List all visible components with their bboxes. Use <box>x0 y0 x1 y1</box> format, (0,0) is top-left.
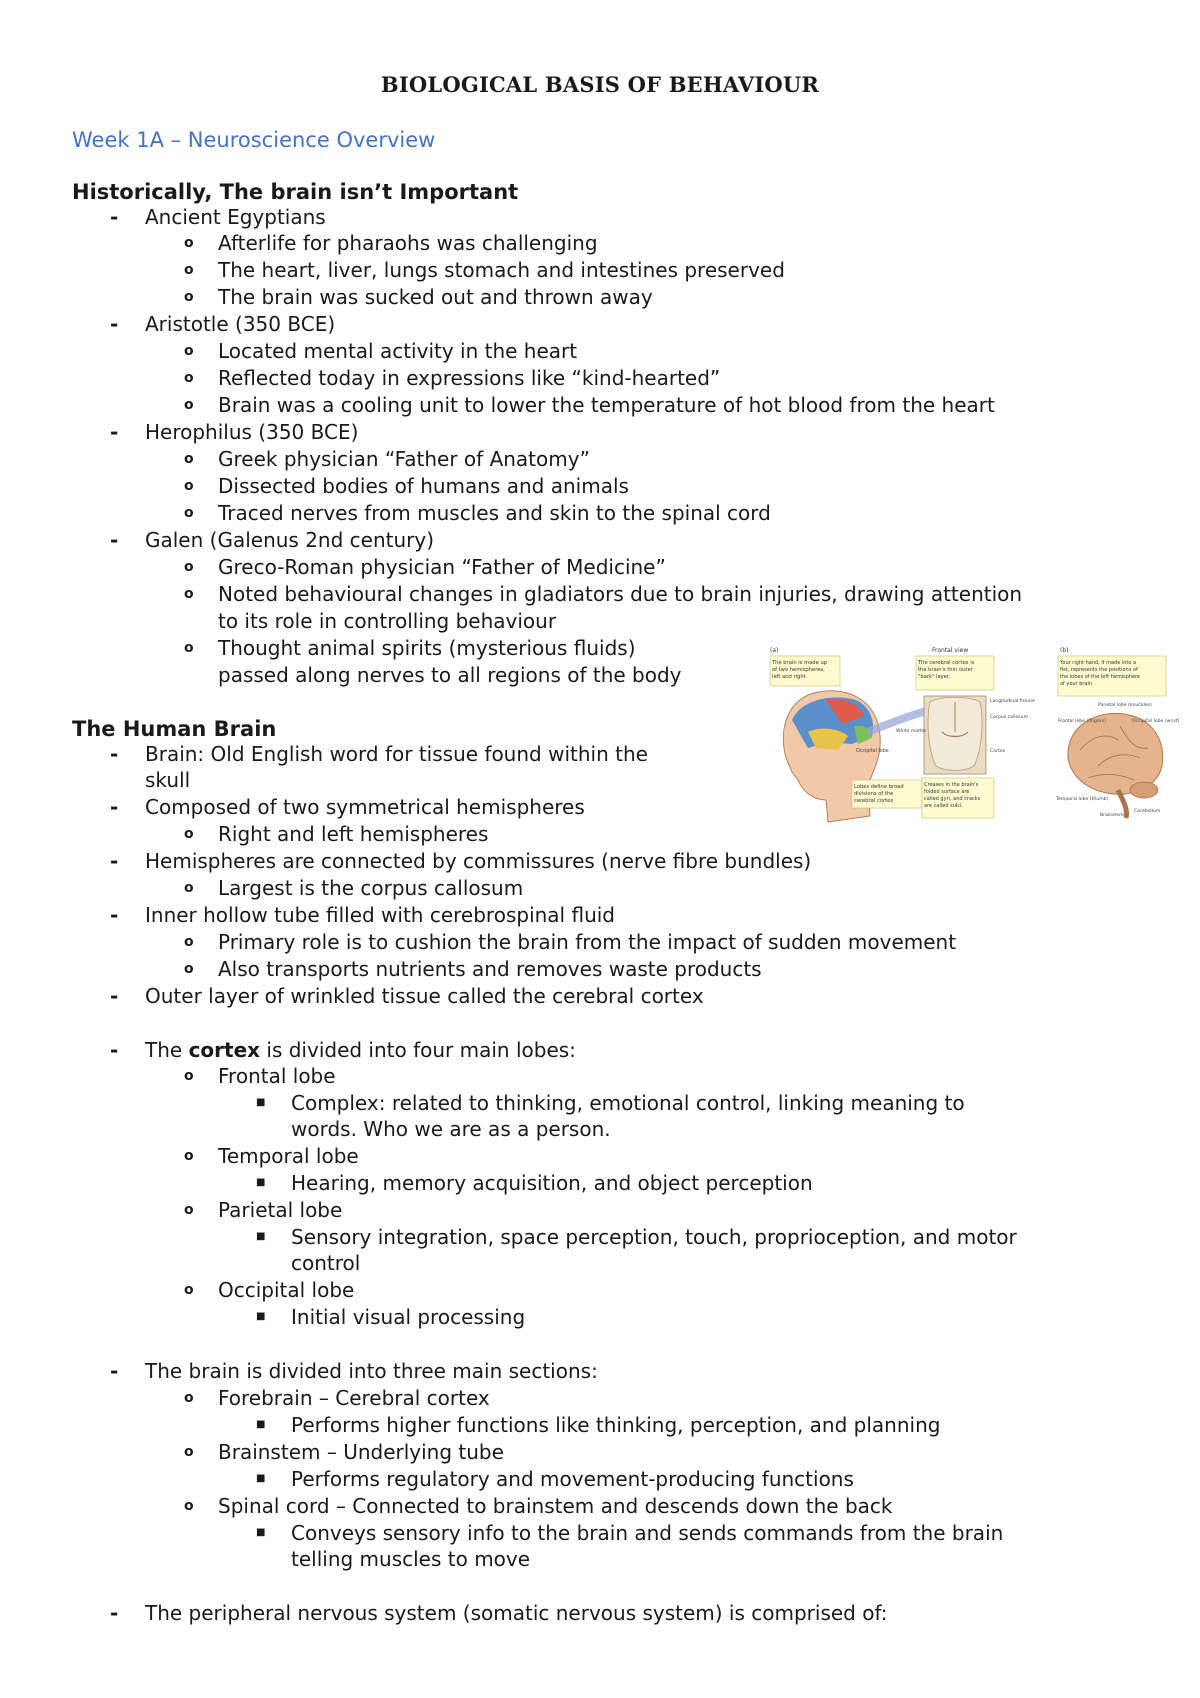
sub-item: Traced nerves from muscles and skin to the spinal cord <box>218 501 771 525</box>
list-item-brain-word: Brain: Old English word for tissue found within the <box>145 742 648 766</box>
caption-folds-line: called gyri, and cracks <box>924 796 981 802</box>
caption-hemispheres-line: The brain is made up <box>772 660 828 666</box>
cortex-bold: cortex <box>188 1038 261 1062</box>
dash-bullet: - <box>110 1601 119 1625</box>
caption-hemispheres-line: left and right <box>772 674 806 680</box>
circle-bullet: o <box>184 1498 194 1514</box>
sub-item-brainstem: Brainstem – Underlying tube <box>218 1440 504 1464</box>
list-item-pns: The peripheral nervous system (somatic nervous system) is comprised of: <box>145 1601 888 1625</box>
caption-cortex-line: The cerebral cortex is <box>918 660 975 666</box>
circle-bullet: o <box>184 1390 194 1406</box>
sub-item: Largest is the corpus callosum <box>218 876 524 900</box>
list-item-aristotle: Aristotle (350 BCE) <box>145 312 336 336</box>
sub-item-frontal: Frontal lobe <box>218 1064 336 1088</box>
sub-item: Right and left hemispheres <box>218 822 489 846</box>
document-title: BIOLOGICAL BASIS OF BEHAVIOUR <box>380 72 820 97</box>
circle-bullet: o <box>184 1148 194 1164</box>
caption-folds-line: folded surface are <box>924 789 970 795</box>
detail-item: Performs higher functions like thinking, perception, and planning <box>291 1413 941 1437</box>
detail-item-continuation: control <box>291 1251 361 1275</box>
caption-fist-line: Your right hand, if made into a <box>1060 660 1137 666</box>
label-cortex: Cortex <box>990 749 1006 754</box>
dash-bullet: - <box>110 420 119 444</box>
sub-item-spinal-cord: Spinal cord – Connected to brainstem and descends down the back <box>218 1494 893 1518</box>
sub-item: Located mental activity in the heart <box>218 339 578 363</box>
sub-item: Dissected bodies of humans and animals <box>218 474 629 498</box>
circle-bullet: o <box>184 289 194 305</box>
sub-item: Reflected today in expressions like “kind-hearted” <box>218 366 721 390</box>
sub-item: The brain was sucked out and thrown away <box>218 285 653 309</box>
sub-item-continuation: passed along nerves to all regions of the body <box>218 663 682 687</box>
sub-item: The heart, liver, lungs stomach and intestines preserved <box>218 258 785 282</box>
circle-bullet: o <box>184 451 194 467</box>
sub-item: Brain was a cooling unit to lower the temperature of hot blood from the heart <box>218 393 995 417</box>
label-corpus-callosum: Corpus callosum <box>990 715 1029 720</box>
list-item-sections: The brain is divided into three main sections: <box>145 1359 598 1383</box>
sub-item: Primary role is to cushion the brain from the impact of sudden movement <box>218 930 957 954</box>
list-item-galen: Galen (Galenus 2nd century) <box>145 528 435 552</box>
list-item-tube: Inner hollow tube filled with cerebrospinal fluid <box>145 903 615 927</box>
square-bullet: ■ <box>256 1527 266 1538</box>
label-frontal-lobe: Frontal lobe (fingers) <box>1058 719 1106 724</box>
dash-bullet: - <box>110 205 119 229</box>
list-item-continuation: skull <box>145 768 191 792</box>
sub-item-parietal: Parietal lobe <box>218 1198 343 1222</box>
circle-bullet: o <box>184 586 194 602</box>
circle-bullet: o <box>184 505 194 521</box>
square-bullet: ■ <box>256 1231 266 1242</box>
sub-item: Noted behavioural changes in gladiators due to brain injuries, drawing attention <box>218 582 1023 606</box>
sub-item: Also transports nutrients and removes waste products <box>218 957 762 981</box>
label-parietal-lobe: Parietal lobe (knuckles) <box>1098 703 1152 708</box>
circle-bullet: o <box>184 1202 194 1218</box>
section-heading-human-brain: The Human Brain <box>72 717 277 741</box>
label-occipital: Occipital lobe <box>856 749 889 754</box>
label-cerebellum: Cerebellum <box>1134 809 1161 814</box>
square-bullet: ■ <box>256 1177 266 1188</box>
cerebellum-shape <box>1130 782 1158 798</box>
label-brainstem: Brainstem <box>1100 813 1124 818</box>
detail-item: Hearing, memory acquisition, and object perception <box>291 1171 813 1195</box>
list-item-commissures: Hemispheres are connected by commissures (nerve fibre bundles) <box>145 849 812 873</box>
circle-bullet: o <box>184 559 194 575</box>
circle-bullet: o <box>184 880 194 896</box>
square-bullet: ■ <box>256 1419 266 1430</box>
sub-item-continuation: to its role in controlling behaviour <box>218 609 557 633</box>
square-bullet: ■ <box>256 1473 266 1484</box>
circle-bullet: o <box>184 397 194 413</box>
panel-b-label: (b) <box>1060 647 1069 654</box>
frontal-view-label: Frontal view <box>932 647 969 654</box>
dash-bullet: - <box>110 742 119 766</box>
caption-cortex-line: "bark" layer. <box>918 674 951 680</box>
dash-bullet: - <box>110 1359 119 1383</box>
list-item-herophilus: Herophilus (350 BCE) <box>145 420 359 444</box>
circle-bullet: o <box>184 640 194 656</box>
caption-folds-line: Creases in the brain's <box>924 782 979 788</box>
detail-item: Initial visual processing <box>291 1305 526 1329</box>
circle-bullet: o <box>184 235 194 251</box>
detail-item-continuation: words. Who we are as a person. <box>291 1117 611 1141</box>
section-heading-history: Historically, The brain isn’t Important <box>72 180 519 204</box>
detail-item: Conveys sensory info to the brain and sends commands from the brain <box>291 1521 1004 1545</box>
sub-item-temporal: Temporal lobe <box>218 1144 359 1168</box>
circle-bullet: o <box>184 478 194 494</box>
circle-bullet: o <box>184 1444 194 1460</box>
list-item-egyptians: Ancient Egyptians <box>145 205 326 229</box>
cortex-text-pre: The <box>145 1038 189 1062</box>
caption-folds-line: are called sulci. <box>924 803 963 809</box>
detail-item: Complex: related to thinking, emotional control, linking meaning to <box>291 1091 965 1115</box>
circle-bullet: o <box>184 262 194 278</box>
caption-fist-line: the lobes of the left hemisphere <box>1060 674 1141 680</box>
dash-bullet: - <box>110 984 119 1008</box>
dash-bullet: - <box>110 849 119 873</box>
sub-item: Afterlife for pharaohs was challenging <box>218 231 598 255</box>
label-temporal-lobe: Temporal lobe (thumb) <box>1056 797 1109 802</box>
caption-fist-line: fist, represents the positions of <box>1060 667 1138 673</box>
panel-a-label: (a) <box>770 647 779 654</box>
caption-lobes-line: Lobes define broad <box>854 784 904 790</box>
detail-item: Performs regulatory and movement-producing functions <box>291 1467 854 1491</box>
circle-bullet: o <box>184 1282 194 1298</box>
dash-bullet: - <box>110 312 119 336</box>
week-heading: Week 1A – Neuroscience Overview <box>72 128 436 152</box>
dash-bullet: - <box>110 903 119 927</box>
list-item-outer-layer: Outer layer of wrinkled tissue called the cerebral cortex <box>145 984 704 1008</box>
sub-item-forebrain: Forebrain – Cerebral cortex <box>218 1386 490 1410</box>
label-white-matter: White matter <box>896 729 927 734</box>
caption-hemispheres-line: of two hemispheres, <box>772 667 825 673</box>
brain-anatomy-figure <box>768 640 1180 828</box>
cortex-text-post: is divided into four main lobes: <box>260 1038 576 1062</box>
dash-bullet: - <box>110 795 119 819</box>
caption-lobes-line: cerebral cortex <box>854 798 894 804</box>
circle-bullet: o <box>184 961 194 977</box>
caption-fist-line: of your brain. <box>1060 681 1094 687</box>
sub-item: Greco-Roman physician “Father of Medicine” <box>218 555 666 579</box>
circle-bullet: o <box>184 934 194 950</box>
list-item-cortex <box>145 1038 576 1062</box>
sub-item: Greek physician “Father of Anatomy” <box>218 447 590 471</box>
list-item-hemispheres: Composed of two symmetrical hemispheres <box>145 795 585 819</box>
circle-bullet: o <box>184 370 194 386</box>
sub-item-occipital: Occipital lobe <box>218 1278 355 1302</box>
circle-bullet: o <box>184 1068 194 1084</box>
caption-cortex-line: the brain's thin outer <box>918 667 973 673</box>
detail-item: Sensory integration, space perception, touch, proprioception, and motor <box>291 1225 1017 1249</box>
circle-bullet: o <box>184 343 194 359</box>
dash-bullet: - <box>110 1038 119 1062</box>
label-longitudinal-fissure: Longitudinal fissure <box>990 699 1035 704</box>
square-bullet: ■ <box>256 1097 266 1108</box>
dash-bullet: - <box>110 528 119 552</box>
lateral-brain-illustration <box>1055 647 1181 818</box>
label-occipital-lobe: Occipital lobe (wrist) <box>1132 719 1180 724</box>
detail-item-continuation: telling muscles to move <box>291 1547 531 1571</box>
square-bullet: ■ <box>256 1311 266 1322</box>
circle-bullet: o <box>184 826 194 842</box>
sub-item: Thought animal spirits (mysterious fluids) <box>218 636 636 660</box>
caption-lobes-line: divisions of the <box>854 791 894 797</box>
